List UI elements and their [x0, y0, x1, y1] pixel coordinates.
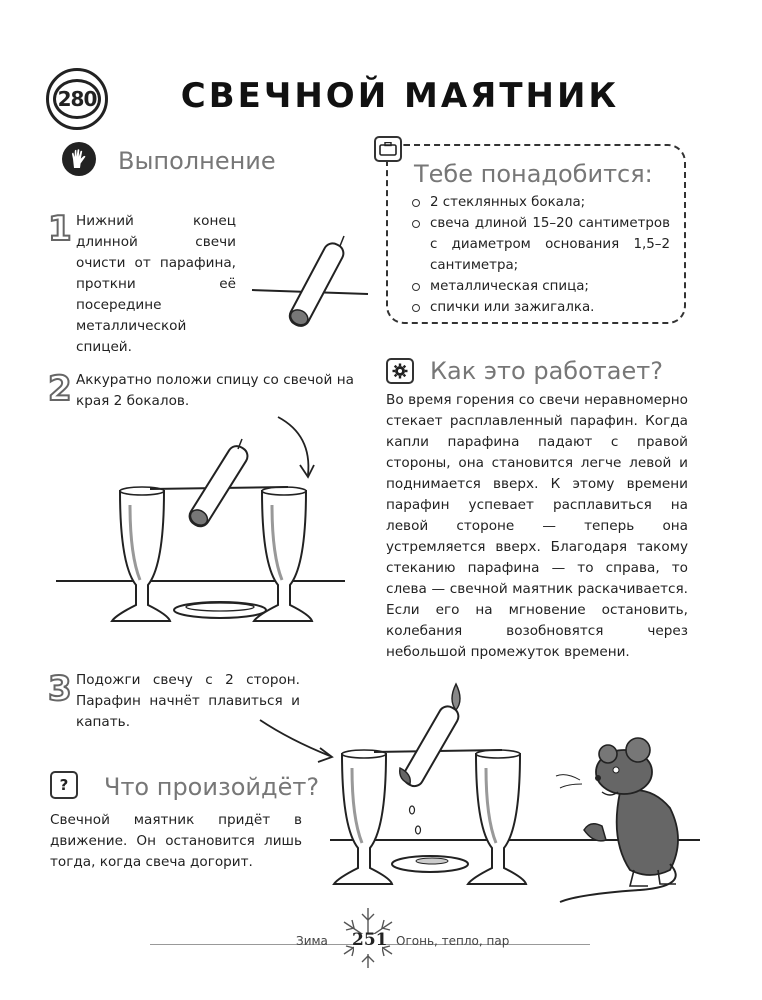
page-title: СВЕЧНОЙ МАЯТНИК	[180, 76, 620, 116]
result-heading: Что произойдёт?	[104, 773, 320, 801]
step-3-number: 3	[48, 669, 72, 709]
how-it-works-heading: Как это работает?	[430, 357, 663, 385]
materials-item: металлическая спица;	[408, 276, 670, 297]
question-icon	[50, 771, 78, 799]
hand-icon	[62, 142, 96, 176]
materials-item: свеча длиной 15–20 сантиметров с диаметром основания 1,5–2 сантиметра;	[408, 213, 670, 276]
result-text: Свечной маятник придёт в движение. Он остановится лишь тогда, когда свеча догорит.	[50, 812, 302, 870]
step-2-text: Аккуратно положи спицу со свечой на края 2 бокалов.	[76, 372, 354, 409]
how-it-works-text: Во время горения со свечи неравномерно стекает расплавленный парафин. Когда капли парафина падают с правой стороны, она становится легче левой и поднимается вверх. К этому времени парафин успевает расплавиться на левой стороне — теперь она устремляется вверх. Благодаря такому стеканию парафина — то справа, то слева — свечной маятник раскачивается. Если его на мгновение остановить, колебания возобновятся через небольшой промежуток времени.	[386, 392, 688, 660]
footer-season: Зима	[296, 934, 328, 948]
experiment-number: 280	[53, 79, 101, 119]
materials-item: 2 стеклянных бокала;	[408, 192, 670, 213]
step-2-number: 2	[48, 369, 72, 409]
materials-heading: Тебе понадобится:	[414, 160, 653, 188]
step-1-number: 1	[48, 209, 72, 249]
footer-chapter: Огонь, тепло, пар	[396, 934, 510, 948]
gear-icon	[386, 358, 414, 384]
candle-on-glasses-illustration	[50, 405, 355, 635]
step-1-text: Нижний конец длинной свечи очисти от парафина, проткни её посередине металлической спицей.	[76, 213, 236, 355]
step-3-text: Подожги свечу с 2 сторон. Парафин начнёт плавиться и капать.	[76, 672, 300, 730]
materials-list	[408, 192, 670, 318]
procedure-heading: Выполнение	[118, 147, 276, 175]
experiment-number-badge	[46, 68, 108, 130]
candle-with-needle-illustration	[248, 232, 378, 342]
briefcase-icon	[374, 136, 402, 162]
materials-item: спички или зажигалка.	[408, 297, 670, 318]
question-icon-glyph: ?	[59, 776, 69, 794]
page-number: 251	[352, 930, 388, 950]
